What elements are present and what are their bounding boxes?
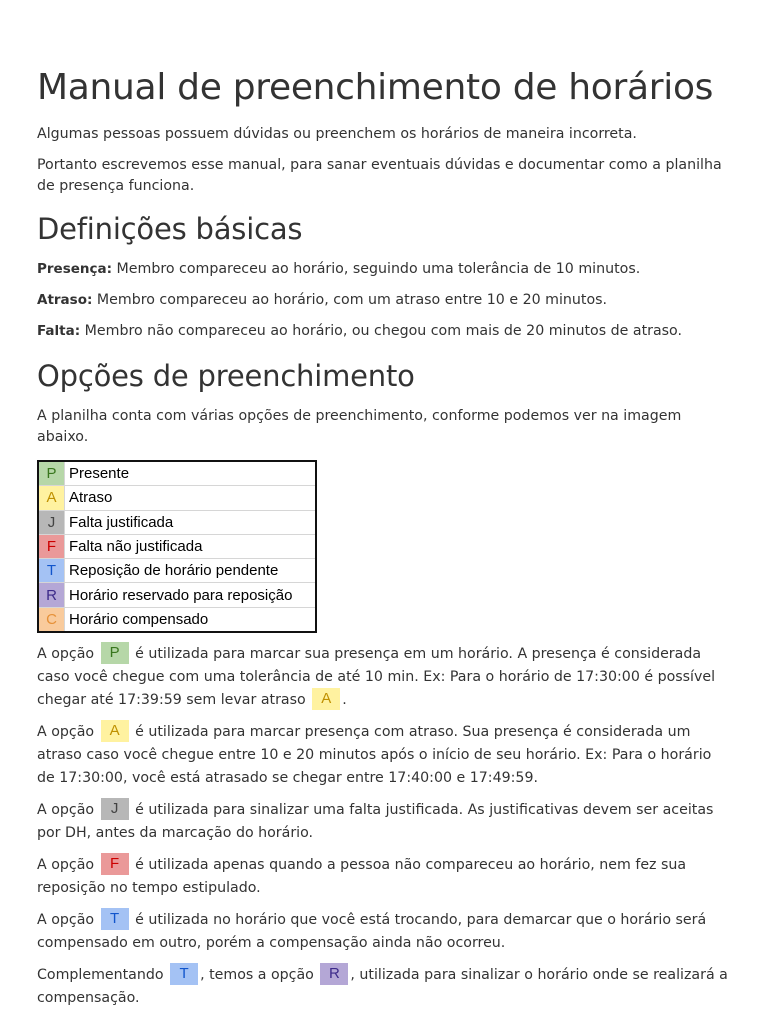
intro-paragraph-2: Portanto escrevemos esse manual, para sanar eventuais dúvidas e documentar como a planilha de presença funciona. (37, 157, 722, 194)
text-fragment: Complementando (37, 967, 169, 984)
definition-term: Falta: (37, 323, 81, 339)
option-descriptions (37, 643, 731, 1010)
code-chip-p: P (101, 642, 129, 664)
text-fragment: é utilizada apenas quando a pessoa não compareceu ao horário, nem fez sua reposição no tempo estipulado. (37, 857, 687, 897)
legend-label: Reposição de horário pendente (69, 562, 279, 580)
definition-term: Atraso: (37, 292, 93, 308)
definition-text: Membro compareceu ao horário, seguindo uma tolerância de 10 minutos. (112, 261, 641, 277)
option-f-paragraph (37, 854, 731, 900)
legend-code: C (39, 608, 65, 631)
legend-label: Atraso (69, 489, 113, 507)
code-chip-t: T (101, 908, 129, 930)
definition-term: Presença: (37, 261, 113, 277)
legend-label: Falta justificada (69, 513, 174, 531)
legend-label: Horário compensado (69, 610, 209, 628)
legend-table (37, 460, 317, 633)
legend-row-justified (39, 511, 315, 535)
legend-row-delay (39, 486, 315, 510)
legend-code: P (39, 462, 65, 485)
code-chip-r: R (320, 963, 348, 985)
text-fragment: . (342, 692, 347, 709)
legend-row-pending (39, 559, 315, 583)
legend-code: T (39, 559, 65, 582)
text-fragment: A opção (37, 802, 99, 819)
legend-code: R (39, 583, 65, 606)
legend-row-unjustified (39, 535, 315, 559)
definition-text: Membro não compareceu ao horário, ou chegou com mais de 20 minutos de atraso. (80, 323, 682, 339)
legend-label: Horário reservado para reposição (69, 586, 293, 604)
text-fragment: A opção (37, 724, 99, 741)
definition-absence (37, 321, 731, 342)
text-fragment: A opção (37, 912, 99, 929)
text-fragment: é utilizada no horário que você está trocando, para demarcar que o horário será compensado em outro, porém a compensação ainda não ocorreu. (37, 912, 707, 952)
option-t-paragraph (37, 909, 731, 955)
option-r-paragraph (37, 964, 731, 1010)
intro-paragraph-1: Algumas pessoas possuem dúvidas ou preenchem os horários de maneira incorreta. (37, 126, 637, 142)
text-fragment: é utilizada para sinalizar uma falta justificada. As justificativas devem ser aceitas por DH, antes da marcação do horário. (37, 802, 714, 842)
text-fragment: A opção (37, 646, 99, 663)
basics-heading: Definições básicas (37, 212, 303, 246)
legend-row-compensated (39, 608, 315, 631)
text-fragment: é utilizada para marcar presença com atraso. Sua presença é considerada um atraso caso você chegue entre 10 e 20 minutos após o início de seu horário. Ex: Para o horário de 17:30:00, você está atrasado se chegar entre 17:40:00 e 17:49:59. (37, 724, 712, 787)
code-chip-t: T (170, 963, 198, 985)
code-chip-a: A (312, 688, 340, 710)
text-fragment: , temos a opção (200, 967, 319, 984)
options-heading: Opções de preenchimento (37, 359, 415, 393)
legend-code: A (39, 486, 65, 509)
definition-presence (37, 259, 731, 280)
legend-label: Falta não justificada (69, 538, 203, 556)
code-chip-f: F (101, 853, 129, 875)
code-chip-j: J (101, 798, 129, 820)
option-p-paragraph (37, 643, 731, 712)
option-j-paragraph (37, 799, 731, 845)
legend-code: J (39, 511, 65, 534)
code-chip-a: A (101, 720, 129, 742)
legend-row-present (39, 462, 315, 486)
definition-delay (37, 290, 731, 311)
definition-text: Membro compareceu ao horário, com um atraso entre 10 e 20 minutos. (92, 292, 608, 308)
text-fragment: é utilizada para marcar sua presença em um horário. A presença é considerada caso você chegue com uma tolerância de até 10 min. Ex: Para o horário de 17:30:00 é possível chegar até 17:39:59 sem levar atraso (37, 646, 716, 709)
legend-row-reserved (39, 583, 315, 607)
text-fragment: , utilizada para sinalizar o horário onde se realizará a compensação. (37, 967, 728, 1007)
text-fragment: A opção (37, 857, 99, 874)
legend-label: Presente (69, 465, 130, 483)
option-a-paragraph (37, 721, 731, 790)
legend-code: F (39, 535, 65, 558)
page-title: Manual de preenchimento de horários (37, 67, 714, 108)
options-intro: A planilha conta com várias opções de preenchimento, conforme podemos ver na imagem abaixo. (37, 408, 682, 445)
